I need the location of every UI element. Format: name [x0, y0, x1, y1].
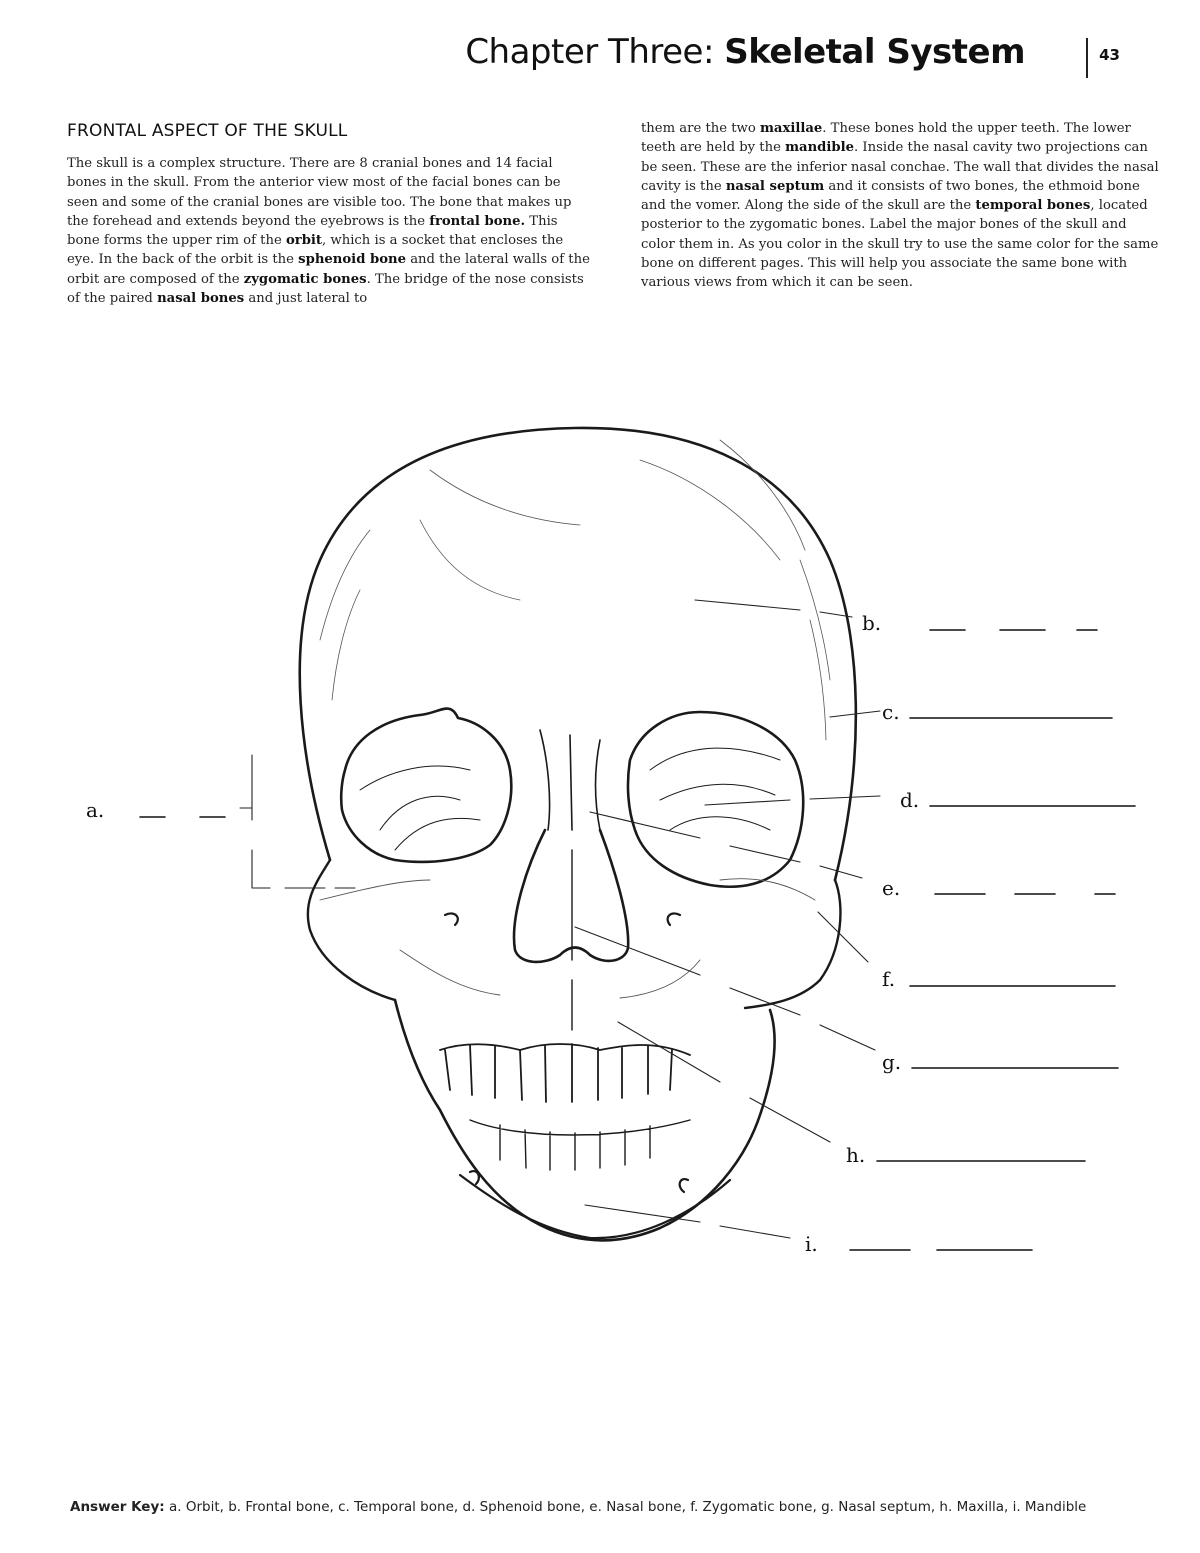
leader-b	[695, 600, 852, 617]
bold-term: frontal bone.	[429, 213, 526, 229]
bold-term: zygomatic bones	[243, 271, 367, 287]
bold-term: nasal septum	[725, 178, 825, 194]
chapter-label: Chapter Three:	[465, 32, 714, 72]
cranium-outline	[300, 428, 856, 880]
label-c: c.	[882, 700, 900, 724]
nasal-cavity	[514, 830, 628, 962]
bold-term: mandible	[785, 140, 855, 156]
mandible-outline	[395, 1000, 775, 1240]
label-h: h.	[846, 1143, 866, 1167]
right-orbit	[628, 712, 803, 887]
paragraph-text: and it consists of two bones, the ethmoid bone and the vomer. Along the side of the skull are the	[641, 178, 1140, 214]
paragraph-text: and just lateral to	[244, 291, 368, 307]
paragraph-text: them are the two	[641, 121, 760, 136]
paragraph-text: The skull is a complex structure. There are 8 cranial bones and 14 facial bones in the skull. From the anterior view most of the facial bones can be seen and some of the cranial bones are visible too. The bone that makes up the forehead and extends beyond the eyebrows is the	[67, 156, 572, 229]
left-infraorbital-foramen	[445, 913, 458, 925]
leader-h	[618, 1022, 830, 1142]
answer-blanks	[140, 630, 1135, 1250]
left-cheek-outline	[308, 860, 395, 1000]
answer-key-prefix: Answer Key:	[70, 1499, 165, 1515]
paragraph-text: This bone forms the upper rim of the	[67, 213, 558, 249]
label-d: d.	[900, 788, 920, 812]
paragraph-text: and the lateral walls of the orbit are composed of the	[67, 252, 590, 287]
bracket-a	[240, 755, 355, 888]
right-mental-foramen	[680, 1179, 688, 1192]
leader-lines	[240, 600, 880, 1238]
leader-e	[590, 812, 862, 878]
bold-term: temporal bones	[975, 198, 1091, 214]
lower-teeth	[470, 1120, 690, 1170]
label-f: f.	[882, 967, 896, 991]
label-a: a.	[86, 798, 105, 822]
paragraph-text: . The bridge of the nose consists of the paired	[67, 271, 584, 307]
paragraph-text: . Inside the nasal cavity two projections can be seen. These are the inferior nasal conchae. The wall that divides the nasal cavity is the	[641, 140, 1159, 194]
label-g: g.	[882, 1050, 902, 1074]
page-number: 43	[1099, 46, 1120, 64]
paragraph-text: . These bones hold the upper teeth. The lower teeth are held by the	[641, 121, 1131, 156]
leader-g	[575, 927, 875, 1050]
leader-f	[818, 912, 868, 962]
paragraph-text: , which is a socket that encloses the eye. In the back of the orbit is the	[67, 233, 564, 268]
nasal-bones	[540, 730, 600, 830]
chapter-subject: Skeletal System	[724, 32, 1025, 72]
bold-term: orbit	[285, 233, 323, 249]
answer-key-text: a. Orbit, b. Frontal bone, c. Temporal bone, d. Sphenoid bone, e. Nasal bone, f. Zygomatic bone, g. Nasal septum, h. Maxilla, i. Mandible	[164, 1499, 1087, 1515]
leader-d	[705, 796, 880, 805]
right-orbit-detail	[650, 748, 780, 830]
label-b: b.	[862, 611, 882, 635]
left-orbit-detail	[360, 766, 480, 850]
bold-term: maxillae	[759, 121, 823, 136]
bold-term: sphenoid bone	[298, 252, 406, 268]
answer-key	[70, 1499, 1086, 1515]
right-cheek-outline	[745, 880, 840, 1008]
label-e: e.	[882, 876, 901, 900]
paragraph-text: , located posterior to the zygomatic bones. Label the major bones of the skull and color them in. As you color in the skull try to use the same color for the same bone on different pages. This will help you associate the same bone with various views from which it can be seen.	[641, 198, 1159, 291]
label-i: i.	[805, 1232, 818, 1256]
bold-term: nasal bones	[157, 291, 245, 307]
section-title: FRONTAL ASPECT OF THE SKULL	[67, 121, 348, 141]
right-infraorbital-foramen	[668, 913, 680, 925]
cranium-shading	[320, 440, 830, 740]
cheek-detail	[320, 879, 815, 998]
upper-teeth	[440, 1044, 690, 1102]
